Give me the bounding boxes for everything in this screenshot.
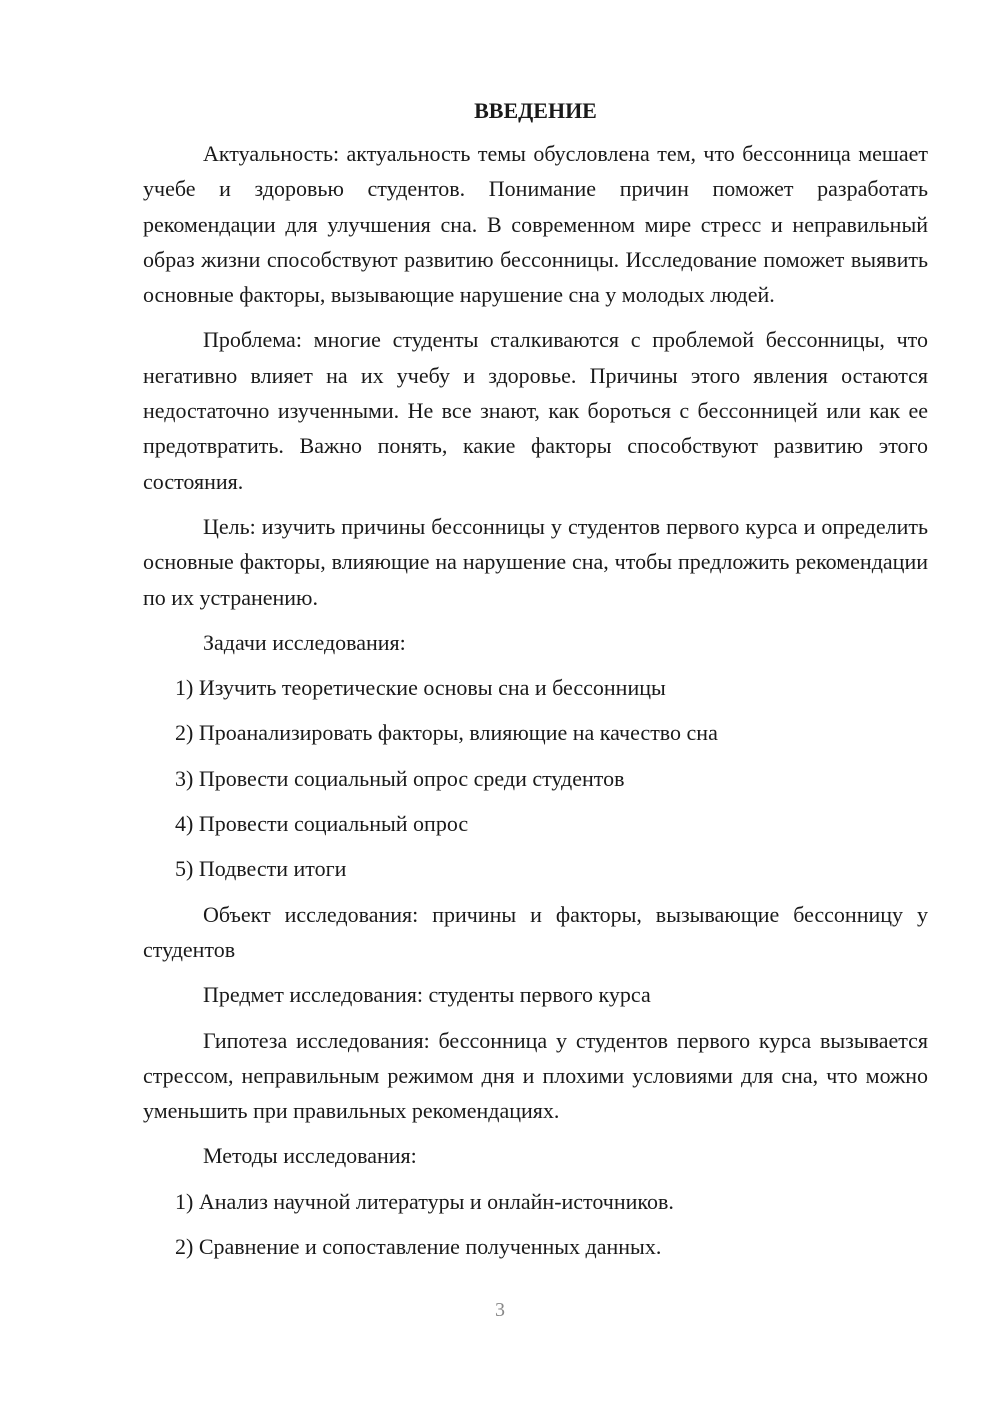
- subject-paragraph: Предмет исследования: студенты первого курса: [203, 982, 651, 1008]
- task-item: 3) Провести социальный опрос среди студентов: [175, 765, 625, 791]
- task-item: 4) Провести социальный опрос: [175, 811, 469, 837]
- problem-paragraph: Проблема: многие студенты сталкиваются с проблемой бессонницы, что негативно влияет на их учебу и здоровье. Причины этого явления остаются недостаточно изученными. Не все знают, как бороться с бессонницей или как ее предотвратить. Важно понять, какие факторы способствуют развитию этого состояния.: [143, 327, 928, 494]
- relevance-paragraph: Актуальность: актуальность темы обусловлена тем, что бессонница мешает учебе и здоровью студентов. Понимание причин поможет разработать рекомендации для улучшения сна. В современном мире стресс и неправильный образ жизни способствуют развитию бессонницы. Исследование поможет выявить основные факторы, вызывающие нарушение сна у молодых людей.: [143, 141, 928, 308]
- method-item: 2) Сравнение и сопоставление полученных данных.: [175, 1234, 662, 1260]
- task-item: 1) Изучить теоретические основы сна и бессонницы: [175, 675, 666, 701]
- page-title: ВВЕДЕНИЕ: [474, 98, 597, 123]
- page-number: 3: [495, 1299, 505, 1321]
- hypothesis-paragraph: Гипотеза исследования: бессонница у студентов первого курса вызывается стрессом, неправильным режимом дня и плохими условиями для сна, что можно уменьшить при правильных рекомендациях.: [143, 1027, 928, 1124]
- goal-paragraph: Цель: изучить причины бессонницы у студентов первого курса и определить основные факторы, влияющие на нарушение сна, чтобы предложить рекомендации по их устранению.: [143, 513, 928, 610]
- tasks-title: Задачи исследования:: [203, 629, 406, 655]
- document-body: [143, 96, 928, 1274]
- task-item: 2) Проанализировать факторы, влияющие на качество сна: [175, 720, 718, 746]
- object-paragraph: Объект исследования: причины и факторы, вызывающие бессонницу у студентов: [143, 901, 928, 962]
- method-item: 1) Анализ научной литературы и онлайн-источников.: [175, 1188, 674, 1214]
- methods-title: Методы исследования:: [203, 1143, 417, 1169]
- task-item: 5) Подвести итоги: [175, 856, 347, 882]
